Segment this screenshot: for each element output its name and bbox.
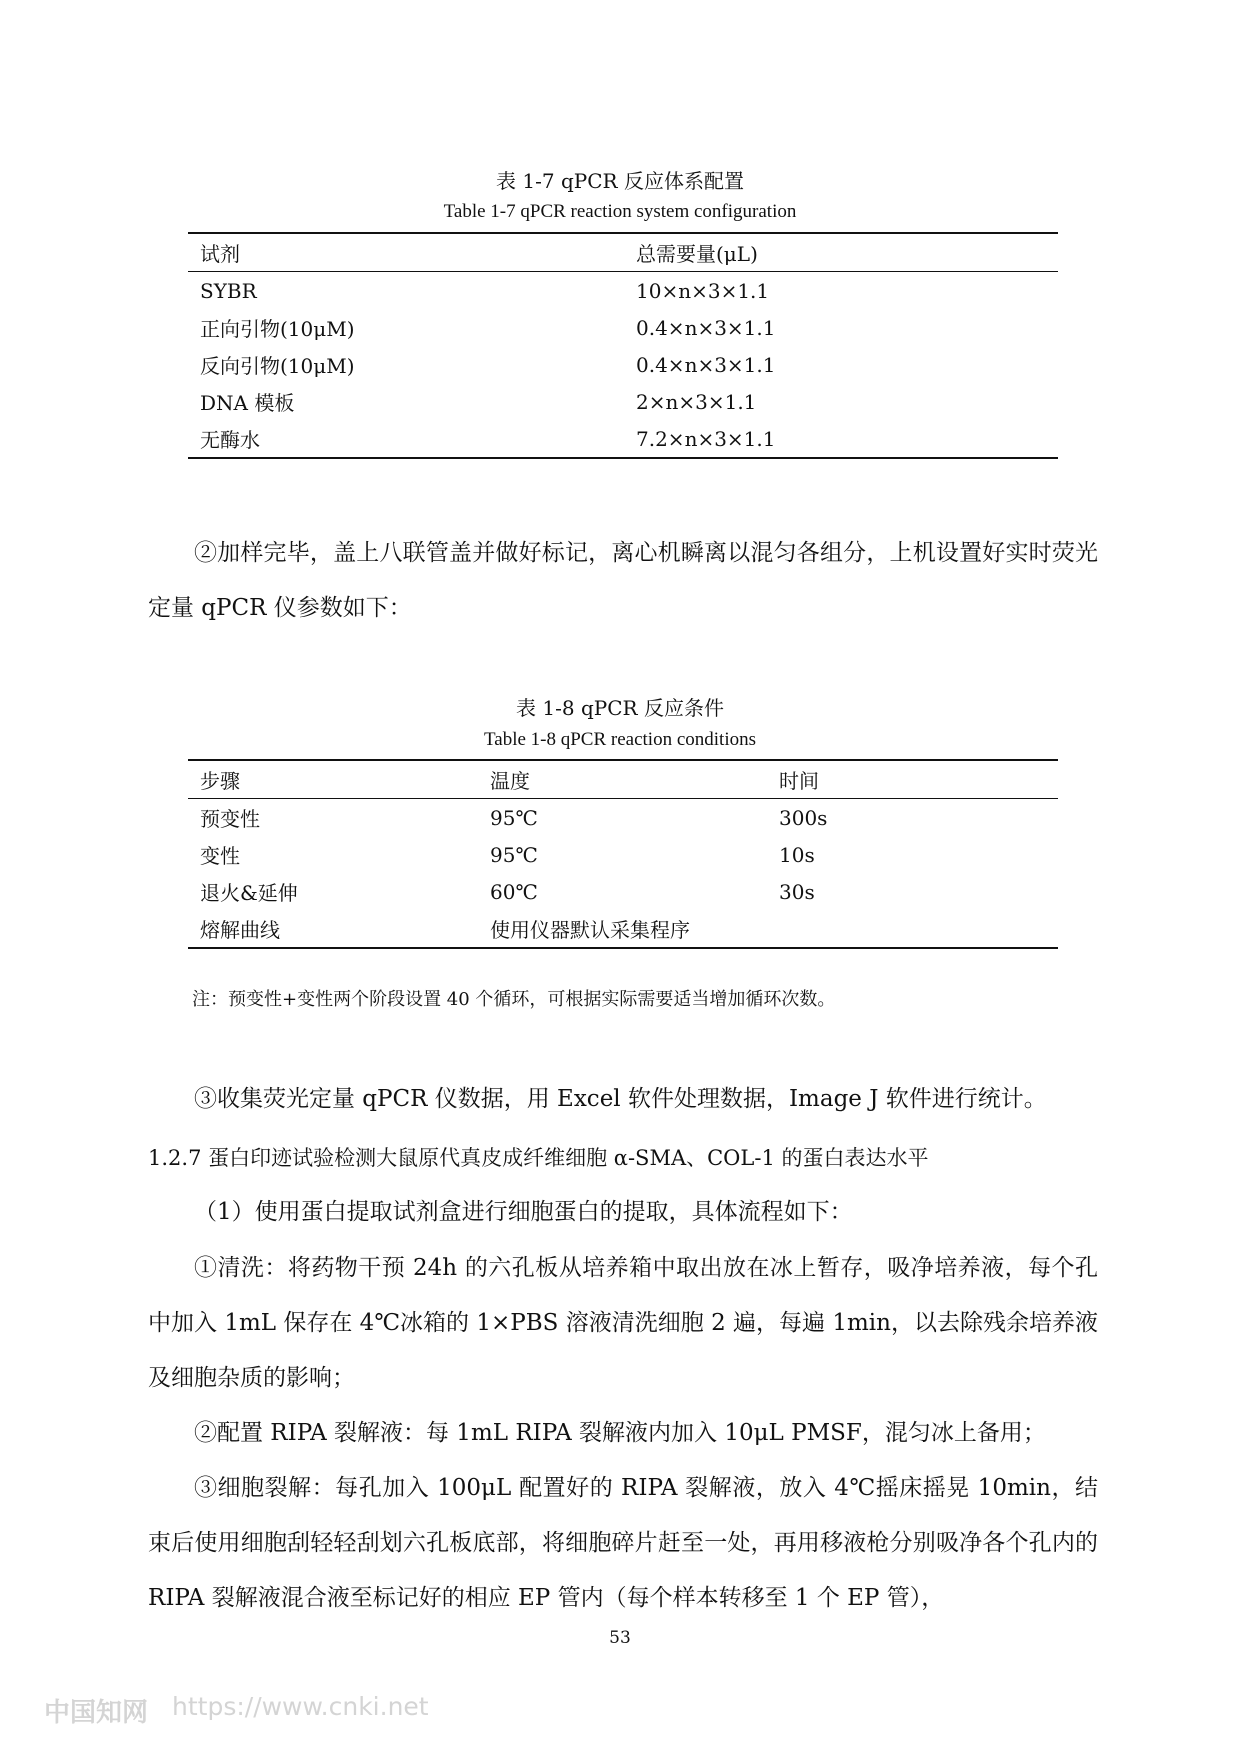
table-cell: 反向引物(10μM): [200, 354, 355, 378]
table-cell: 95℃: [490, 842, 538, 867]
table-row: [188, 910, 1058, 948]
table-cell: 300s: [779, 805, 828, 830]
header-temperature: 温度: [478, 760, 767, 799]
paragraph-ripa: ②配置 RIPA 裂解液：每 1mL RIPA 裂解液内加入 10μL PMSF，混匀冰上备用；: [194, 1420, 1046, 1446]
table-row: [188, 836, 1058, 873]
table-cell: 30s: [779, 879, 815, 904]
table-1-8: [188, 759, 1058, 949]
table-row: [188, 309, 1058, 346]
table-1-7-caption-cn: 表 1-7 qPCR 反应体系配置: [496, 169, 744, 193]
header-time: 时间: [767, 760, 1058, 799]
table-cell: 60℃: [490, 879, 538, 904]
table-cell: 变性: [200, 844, 240, 868]
paragraph-protein-extraction: （1）使用蛋白提取试剂盒进行细胞蛋白的提取，具体流程如下：: [194, 1199, 853, 1225]
paragraph-step-2: ②加样完毕，盖上八联管盖并做好标记，离心机瞬离以混匀各组分，上机设置好实时荧光定量 qPCR 仪参数如下：: [148, 540, 1098, 621]
table-cell: 预变性: [200, 807, 260, 831]
table-header-row: [188, 760, 1058, 799]
table-1-8-note: 注：预变性+变性两个阶段设置 40 个循环，可根据实际需要适当增加循环次数。: [192, 989, 836, 1010]
table-cell: 正向引物(10μM): [200, 317, 355, 341]
table-cell: 7.2×n×3×1.1: [624, 420, 1058, 458]
table-row: [188, 346, 1058, 383]
table-row: [188, 799, 1058, 837]
section-heading-1-2-7: 1.2.7 蛋白印迹试验检测大鼠原代真皮成纤维细胞 α-SMA、COL-1 的蛋白表达水平: [148, 1146, 929, 1170]
paragraph-lysis: ③细胞裂解：每孔加入 100μL 配置好的 RIPA 裂解液，放入 4℃摇床摇晃 10min，结束后使用细胞刮轻轻刮划六孔板底部，将细胞碎片赶至一处，再用移液枪分别吸净各个孔内的 RIPA 裂解液混合液至标记好的相应 EP 管内（每个样本转移至 1 个 EP 管），: [148, 1475, 1098, 1611]
table-row: [188, 272, 1058, 310]
table-1-7: [188, 232, 1058, 459]
table-cell: 熔解曲线: [188, 910, 478, 948]
table-cell: 0.4×n×3×1.1: [636, 352, 776, 377]
table-cell: 使用仪器默认采集程序: [478, 910, 767, 948]
cnki-url-watermark: https://www.cnki.net: [172, 1692, 429, 1721]
table-cell: [767, 910, 1058, 948]
paragraph-step-3: ③收集荧光定量 qPCR 仪数据，用 Excel 软件处理数据，Image J 软件进行统计。: [194, 1086, 1047, 1112]
table-1-8-caption-en: Table 1-8 qPCR reaction conditions: [483, 729, 756, 750]
table-cell: 95℃: [490, 805, 538, 830]
table-row: [188, 383, 1058, 420]
table-1-7-caption-en: Table 1-7 qPCR reaction system configuration: [443, 201, 797, 222]
header-reagent: 试剂: [188, 233, 624, 272]
table-cell: DNA 模板: [200, 391, 295, 415]
paragraph-wash: ①清洗：将药物干预 24h 的六孔板从培养箱中取出放在冰上暂存，吸净培养液，每个孔中加入 1mL 保存在 4℃冰箱的 1×PBS 溶液清洗细胞 2 遍，每遍 1min，以去除残余培养液及细胞杂质的影响；: [148, 1255, 1098, 1391]
table-cell: 2×n×3×1.1: [636, 389, 757, 414]
table-cell: 10s: [779, 842, 815, 867]
header-step: 步骤: [188, 760, 478, 799]
table-cell: 0.4×n×3×1.1: [636, 315, 776, 340]
table-1-8-caption-cn: 表 1-8 qPCR 反应条件: [516, 696, 724, 720]
table-cell: 退火&延伸: [200, 881, 298, 905]
table-cell: 无酶水: [188, 420, 624, 458]
table-row: [188, 873, 1058, 910]
page-number: 53: [609, 1628, 631, 1648]
cnki-logo-watermark: 中国知网: [44, 1698, 149, 1728]
header-total-volume: 总需要量(μL): [624, 233, 1058, 272]
table-row: [188, 420, 1058, 458]
table-header-row: [188, 233, 1058, 272]
table-cell: SYBR: [200, 278, 257, 303]
table-cell: 10×n×3×1.1: [636, 278, 770, 303]
